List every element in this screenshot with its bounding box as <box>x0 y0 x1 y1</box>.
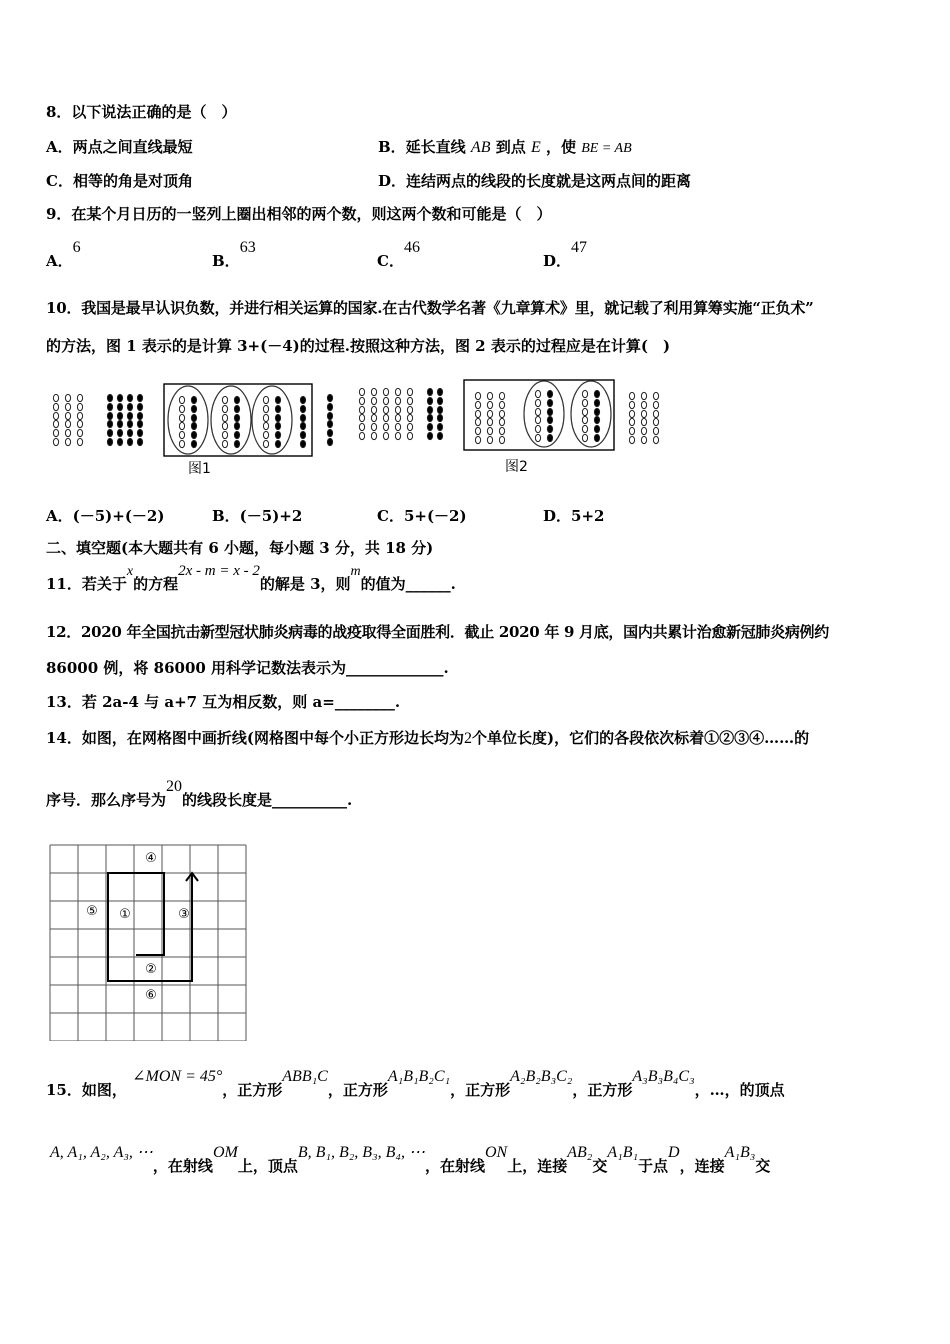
q14-unit: 2 <box>463 730 472 747</box>
rod-result <box>327 394 332 401</box>
q13: 13．若 2a-4 与 a+7 互为相反数，则 a=________. <box>46 693 401 711</box>
rod-positive <box>407 432 412 439</box>
q15-vertices-b: B, B₁, B₂, B₃, B₄, ⋯ <box>297 1144 425 1161</box>
rod-negative <box>137 438 142 445</box>
q10-option-d: D．5+2 <box>543 507 605 525</box>
label-5: ⑤ <box>86 904 98 919</box>
rod-negative <box>127 420 132 427</box>
q9-option-b <box>212 239 256 271</box>
rod-result <box>327 412 332 419</box>
rod-positive <box>65 429 70 436</box>
rod-pair <box>179 414 184 421</box>
q14-line1-post: 个单位长度)，它们的各段依次标着①②③④……的 <box>471 729 810 747</box>
rod-negative <box>117 403 122 410</box>
rod-negative <box>127 394 132 401</box>
rod-positive <box>359 388 364 395</box>
rod-positive <box>475 392 480 399</box>
q15-t4: 上，连接 <box>507 1157 568 1175</box>
rod-negative <box>437 406 442 413</box>
fig2-pair-oval-1 <box>524 381 564 447</box>
rod-pair <box>263 422 268 429</box>
rod-pair <box>547 434 552 441</box>
rod-remaining <box>300 440 305 447</box>
rod-positive <box>383 397 388 404</box>
rod-positive <box>487 392 492 399</box>
rod-pair <box>179 405 184 412</box>
rod-pair <box>222 405 227 412</box>
q14-number: 20 <box>166 778 183 795</box>
label-4: ④ <box>145 851 157 866</box>
rod-positive <box>53 412 58 419</box>
rod-negative <box>107 438 112 445</box>
rod-positive <box>407 406 412 413</box>
fig1-caption: 图1 <box>188 461 211 477</box>
rod-result <box>641 427 646 434</box>
q15-pre: 15．如图， <box>46 1081 127 1099</box>
rod-positive <box>359 406 364 413</box>
rod-negative <box>127 429 132 436</box>
rod-negative <box>137 394 142 401</box>
rod-positive <box>395 406 400 413</box>
rod-positive <box>395 414 400 421</box>
rod-pair <box>191 405 196 412</box>
q15-point-d: D <box>668 1144 680 1161</box>
q15-seg-ab2: AB₂ <box>567 1144 593 1161</box>
rod-positive <box>475 401 480 408</box>
rod-pair <box>234 396 239 403</box>
q15-seg-a1b1: A₁B₁ <box>607 1144 639 1161</box>
rod-positive <box>371 423 376 430</box>
rod-pair <box>594 416 599 423</box>
rod-result <box>653 418 658 425</box>
fig2-pair-oval-2 <box>571 381 611 447</box>
q8-b-mid2: ，使 <box>545 138 576 156</box>
q14-line1-pre: 14．如图，在网格图中画折线(网格图中每个小正方形边长均为 <box>46 729 464 747</box>
rod-result <box>629 392 634 399</box>
fig1-pair-oval-3 <box>252 386 292 454</box>
rod-positive <box>371 388 376 395</box>
rod-positive <box>53 429 58 436</box>
rod-result <box>327 438 332 445</box>
rod-pair <box>222 440 227 447</box>
rod-pair <box>222 414 227 421</box>
rod-positive <box>475 436 480 443</box>
q15-t2: 上，顶点 <box>237 1157 298 1175</box>
rod-positive <box>371 432 376 439</box>
label-2: ② <box>145 962 157 977</box>
rod-negative <box>437 414 442 421</box>
rod-negative <box>117 412 122 419</box>
rod-pair <box>535 390 540 397</box>
rod-pair <box>191 431 196 438</box>
label-6: ⑥ <box>145 988 157 1003</box>
q9-stem: 9．在某个月日历的一竖列上圈出相邻的两个数，则这两个数和可能是（ ） <box>46 205 552 223</box>
rod-positive <box>499 418 504 425</box>
rod-positive <box>395 423 400 430</box>
grid-polyline-figure <box>48 843 256 1041</box>
rod-negative <box>117 438 122 445</box>
rod-positive <box>77 403 82 410</box>
rod-positive <box>383 414 388 421</box>
rod-pair <box>263 414 268 421</box>
rod-negative <box>117 394 122 401</box>
rod-positive <box>77 438 82 445</box>
rod-pair <box>594 425 599 432</box>
rod-result <box>629 401 634 408</box>
rod-remaining <box>300 405 305 412</box>
label-3: ③ <box>178 907 190 922</box>
q11-mid2: 的解是 3，则 <box>259 575 351 593</box>
rod-pair <box>263 440 268 447</box>
q11 <box>46 563 456 596</box>
rod-remaining <box>300 422 305 429</box>
q15-seg-a1b3: A₁B₃ <box>724 1144 756 1161</box>
rod-negative <box>127 438 132 445</box>
rod-negative <box>137 420 142 427</box>
rod-negative <box>127 412 132 419</box>
rod-pair <box>263 396 268 403</box>
q15-line2 <box>50 1144 771 1177</box>
q9-option-a <box>46 239 81 271</box>
q12-line2: 86000 例，将 86000 用科学记数法表示为_____________. <box>46 659 449 677</box>
rod-pair <box>191 440 196 447</box>
rod-negative <box>437 388 442 395</box>
rod-pair <box>234 431 239 438</box>
q15-line1 <box>46 1068 785 1101</box>
q15-vertices-a: A, A₁, A₂, A₃, ⋯ <box>50 1144 153 1161</box>
q15-sq2-pre: ，正方形 <box>450 1081 511 1099</box>
rod-negative <box>117 429 122 436</box>
rod-result <box>653 436 658 443</box>
fig1-pair-oval-1 <box>168 386 208 454</box>
rod-positive <box>77 420 82 427</box>
rod-pair <box>582 434 587 441</box>
rod-remaining <box>300 396 305 403</box>
rod-negative <box>427 432 432 439</box>
q15-t8: 交 <box>755 1157 771 1175</box>
rod-negative <box>137 412 142 419</box>
rod-result <box>641 410 646 417</box>
rod-result <box>653 410 658 417</box>
q15-t5: 交 <box>592 1157 608 1175</box>
rod-positive <box>499 436 504 443</box>
rod-pair <box>535 416 540 423</box>
q15-t6: 于点 <box>638 1157 669 1175</box>
q9-option-c <box>377 239 420 271</box>
q8-b-math1: AB <box>470 139 491 156</box>
q15-angle: ∠MON = 45° <box>132 1068 223 1085</box>
q9-d-value: 47 <box>571 239 588 256</box>
rod-positive <box>383 406 388 413</box>
rod-negative <box>107 403 112 410</box>
rod-positive <box>407 423 412 430</box>
rod-pair <box>582 390 587 397</box>
rod-negative <box>107 412 112 419</box>
q10-stem-line2: 的方法，图 1 表示的是计算 3+(－4)的过程.按照这种方法，图 2 表示的过程应是在计算( ) <box>46 337 671 355</box>
rod-positive <box>475 418 480 425</box>
q14-line2 <box>46 778 353 811</box>
rod-positive <box>487 418 492 425</box>
q11-post: 的值为______. <box>360 575 456 593</box>
rod-pair <box>275 396 280 403</box>
rod-pair <box>222 431 227 438</box>
rod-pair <box>275 405 280 412</box>
rod-positive <box>53 438 58 445</box>
q9-b-value: 63 <box>239 239 256 256</box>
q15-t7: ，连接 <box>679 1157 725 1175</box>
rod-pair <box>594 399 599 406</box>
rod-pair <box>594 390 599 397</box>
q9-c-value: 46 <box>403 239 420 256</box>
q15-tail: ，…，的顶点 <box>694 1081 785 1099</box>
rod-remaining <box>300 431 305 438</box>
rod-positive <box>499 392 504 399</box>
rod-positive <box>407 388 412 395</box>
q8-option-c: C．相等的角是对顶角 <box>46 172 193 190</box>
rod-pair <box>179 422 184 429</box>
fig1-pair-oval-2 <box>211 386 251 454</box>
q11-var-m: m <box>350 564 361 579</box>
q15-ray-on: ON <box>484 1144 508 1161</box>
rod-result <box>629 410 634 417</box>
rod-positive <box>359 397 364 404</box>
rod-result <box>629 418 634 425</box>
rod-positive <box>475 410 480 417</box>
q15-square-1: A₁B₁B₂C₁ <box>387 1068 451 1085</box>
rod-pair <box>222 396 227 403</box>
rod-negative <box>107 394 112 401</box>
q15-sq1-pre: ，正方形 <box>327 1081 388 1099</box>
rod-pair <box>535 408 540 415</box>
q9-c-label: C． <box>377 252 404 270</box>
q11-var-x: x <box>126 564 134 579</box>
rod-pair <box>535 434 540 441</box>
rod-positive <box>407 397 412 404</box>
rod-negative <box>427 406 432 413</box>
rod-positive <box>383 388 388 395</box>
rod-pair <box>535 425 540 432</box>
rod-positive <box>65 394 70 401</box>
q15-square-3: A₃B₃B₄C₃ <box>632 1068 695 1085</box>
rod-pair <box>547 408 552 415</box>
rod-positive <box>359 414 364 421</box>
rod-negative <box>437 423 442 430</box>
q12-line1: 12．2020 年全国抗击新型冠状肺炎病毒的战疫取得全面胜利．截止 2020 年 9 月底，国内共累计治愈新冠肺炎病例约 <box>46 623 829 641</box>
rod-result <box>653 401 658 408</box>
q15-sq3-pre: ，正方形 <box>572 1081 633 1099</box>
rod-pair <box>234 422 239 429</box>
rod-positive <box>475 427 480 434</box>
rod-pair <box>547 425 552 432</box>
rod-positive <box>499 401 504 408</box>
q11-pre: 11．若关于 <box>46 575 127 593</box>
q10-option-a: A．(－5)+(－2) <box>46 507 165 525</box>
rod-pair <box>582 416 587 423</box>
q15-t1: ，在射线 <box>152 1157 213 1175</box>
rod-negative <box>427 423 432 430</box>
fig2-caption: 图2 <box>505 459 528 475</box>
rod-positive <box>383 432 388 439</box>
rod-result <box>629 436 634 443</box>
q9-b-label: B． <box>212 252 240 270</box>
rod-pair <box>547 399 552 406</box>
rod-pair <box>582 425 587 432</box>
rod-pair <box>547 390 552 397</box>
rod-pair <box>234 440 239 447</box>
rod-result <box>327 403 332 410</box>
rod-negative <box>127 403 132 410</box>
rod-positive <box>65 412 70 419</box>
counting-rod-figures <box>46 378 666 478</box>
q14-line1 <box>46 728 809 749</box>
rod-pair <box>594 434 599 441</box>
rod-result <box>629 427 634 434</box>
q8-b-mid1: 到点 <box>495 138 526 156</box>
q8-stem: 8．以下说法正确的是（ ） <box>46 103 237 121</box>
rod-pair <box>594 408 599 415</box>
rod-positive <box>499 427 504 434</box>
rod-positive <box>371 414 376 421</box>
q9-a-value: 6 <box>72 239 81 256</box>
rod-negative <box>137 429 142 436</box>
q11-mid: 的方程 <box>133 575 179 593</box>
rod-negative <box>137 403 142 410</box>
rod-pair <box>234 405 239 412</box>
rod-positive <box>383 423 388 430</box>
rod-negative <box>427 388 432 395</box>
q8-b-math3: BE = AB <box>581 141 632 156</box>
rod-positive <box>407 414 412 421</box>
q15-square-0: ABB₁C <box>282 1068 328 1085</box>
q15-sq0-pre: ，正方形 <box>222 1081 283 1099</box>
q9-option-d <box>543 239 588 271</box>
q15-t3: ，在射线 <box>424 1157 485 1175</box>
rod-pair <box>275 440 280 447</box>
rod-result <box>641 392 646 399</box>
rod-pair <box>191 414 196 421</box>
rod-negative <box>427 397 432 404</box>
rod-pair <box>191 422 196 429</box>
rod-positive <box>77 412 82 419</box>
rod-remaining <box>300 414 305 421</box>
rod-positive <box>487 410 492 417</box>
q8-b-math2: E <box>530 139 541 156</box>
rod-result <box>641 436 646 443</box>
rod-positive <box>371 397 376 404</box>
rod-positive <box>487 427 492 434</box>
rod-pair <box>582 408 587 415</box>
q10-option-b: B．(－5)+2 <box>212 507 303 525</box>
rod-negative <box>107 429 112 436</box>
rod-positive <box>65 420 70 427</box>
q14-line2-pre: 序号．那么序号为 <box>46 791 167 809</box>
q8-option-a: A．两点之间直线最短 <box>46 138 193 156</box>
rod-positive <box>371 406 376 413</box>
rod-pair <box>222 422 227 429</box>
rod-positive <box>487 436 492 443</box>
rod-positive <box>359 423 364 430</box>
rod-result <box>641 401 646 408</box>
q8-option-d: D．连结两点的线段的长度就是这两点间的距离 <box>378 172 692 190</box>
rod-positive <box>487 401 492 408</box>
rod-pair <box>582 399 587 406</box>
rod-result <box>327 429 332 436</box>
section2-heading: 二、填空题(本大题共有 6 小题，每小题 3 分，共 18 分) <box>46 539 434 557</box>
q15-square-2: A₂B₂B₃C₂ <box>510 1068 573 1085</box>
rod-result <box>327 420 332 427</box>
rod-negative <box>427 414 432 421</box>
q10-stem-line1: 10．我国是最早认识负数，并进行相关运算的国家.在古代数学名著《九章算术》里，就记载了利用算筹实施“正负术” <box>46 299 814 317</box>
q9-d-label: D． <box>543 252 572 270</box>
rod-pair <box>263 431 268 438</box>
q9-a-label: A． <box>46 252 73 270</box>
rod-pair <box>275 414 280 421</box>
rod-result <box>641 418 646 425</box>
rod-pair <box>179 396 184 403</box>
rod-positive <box>53 420 58 427</box>
rod-result <box>653 427 658 434</box>
rod-pair <box>275 431 280 438</box>
q8-option-b <box>378 136 632 157</box>
rod-positive <box>53 394 58 401</box>
rod-pair <box>234 414 239 421</box>
rod-pair <box>263 405 268 412</box>
rod-positive <box>359 432 364 439</box>
rod-pair <box>535 399 540 406</box>
rod-pair <box>179 431 184 438</box>
q11-equation: 2x - m = x - 2 <box>178 563 260 579</box>
q8-b-pre: B．延长直线 <box>378 138 466 156</box>
rod-pair <box>275 422 280 429</box>
rod-positive <box>77 429 82 436</box>
rod-positive <box>395 388 400 395</box>
rod-pair <box>547 416 552 423</box>
rod-positive <box>395 397 400 404</box>
rod-negative <box>437 432 442 439</box>
rod-positive <box>65 403 70 410</box>
rod-pair <box>179 440 184 447</box>
q14-line2-post: 的线段长度是__________. <box>182 791 353 809</box>
q15-ray-om: OM <box>212 1144 238 1161</box>
rod-negative <box>117 420 122 427</box>
rod-positive <box>77 394 82 401</box>
label-1: ① <box>119 907 131 922</box>
rod-positive <box>395 432 400 439</box>
rod-negative <box>437 397 442 404</box>
rod-pair <box>191 396 196 403</box>
rod-positive <box>65 438 70 445</box>
rod-positive <box>53 403 58 410</box>
rod-positive <box>499 410 504 417</box>
rod-negative <box>107 420 112 427</box>
q10-option-c: C．5+(－2) <box>377 507 467 525</box>
rod-result <box>653 392 658 399</box>
